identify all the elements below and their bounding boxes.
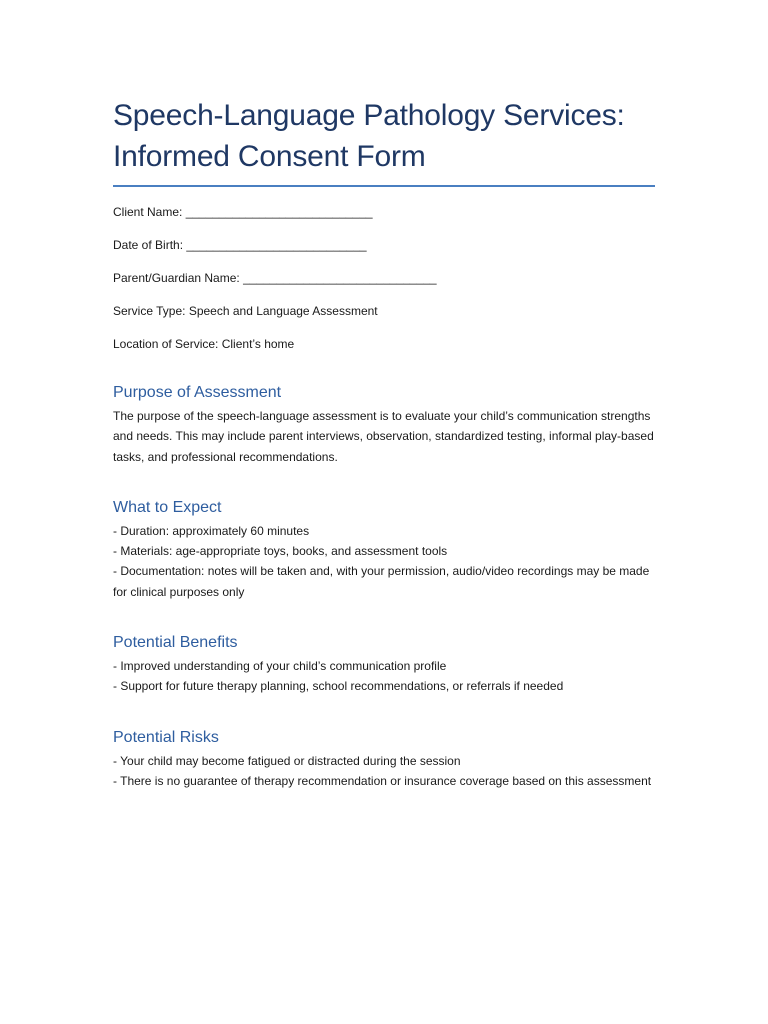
location-of-service-field: Location of Service: Client’s home xyxy=(113,337,295,351)
section-paragraph: The purpose of the speech-language assessment is to evaluate your child’s communication strengths and needs. This may include parent interviews, observation, standardized testing, informal play-based tasks, and professional recommendations. xyxy=(113,409,654,464)
title-underline xyxy=(113,185,655,187)
section-potential-risks xyxy=(113,728,658,792)
list-item: - Support for future therapy planning, school recommendations, or referrals if needed xyxy=(113,679,564,694)
client-name-field: Client Name: ____________________________ xyxy=(113,205,373,219)
list-item: - Documentation: notes will be taken and, with your permission, audio/video recordings may be made for clinical purposes only xyxy=(113,564,650,599)
document-content xyxy=(113,95,658,791)
parent-guardian-name-field: Parent/Guardian Name: _____________________________ xyxy=(113,271,437,285)
list-item: - Duration: approximately 60 minutes xyxy=(113,523,310,538)
benefits-list xyxy=(113,656,658,697)
service-type-field: Service Type: Speech and Language Assessment xyxy=(113,304,378,318)
section-purpose xyxy=(113,383,658,467)
section-heading: What to Expect xyxy=(113,498,222,516)
expect-list xyxy=(113,521,658,602)
section-potential-benefits xyxy=(113,633,658,697)
section-what-to-expect xyxy=(113,498,658,602)
list-item: - Your child may become fatigued or distracted during the session xyxy=(113,753,461,768)
list-item: - There is no guarantee of therapy recommendation or insurance coverage based on this assessment xyxy=(113,773,652,788)
page-title xyxy=(113,95,658,177)
date-of-birth-field: Date of Birth: ___________________________ xyxy=(113,238,367,252)
risks-list xyxy=(113,751,658,792)
page-title-line-2: Informed Consent Form xyxy=(113,140,426,173)
client-info-fields xyxy=(113,205,658,352)
section-heading: Potential Risks xyxy=(113,728,219,746)
section-heading: Potential Benefits xyxy=(113,634,238,652)
list-item: - Improved understanding of your child’s communication profile xyxy=(113,659,447,674)
page-title-line-1: Speech-Language Pathology Services: xyxy=(113,99,625,132)
section-heading: Purpose of Assessment xyxy=(113,384,282,401)
list-item: - Materials: age-appropriate toys, books, and assessment tools xyxy=(113,544,448,559)
